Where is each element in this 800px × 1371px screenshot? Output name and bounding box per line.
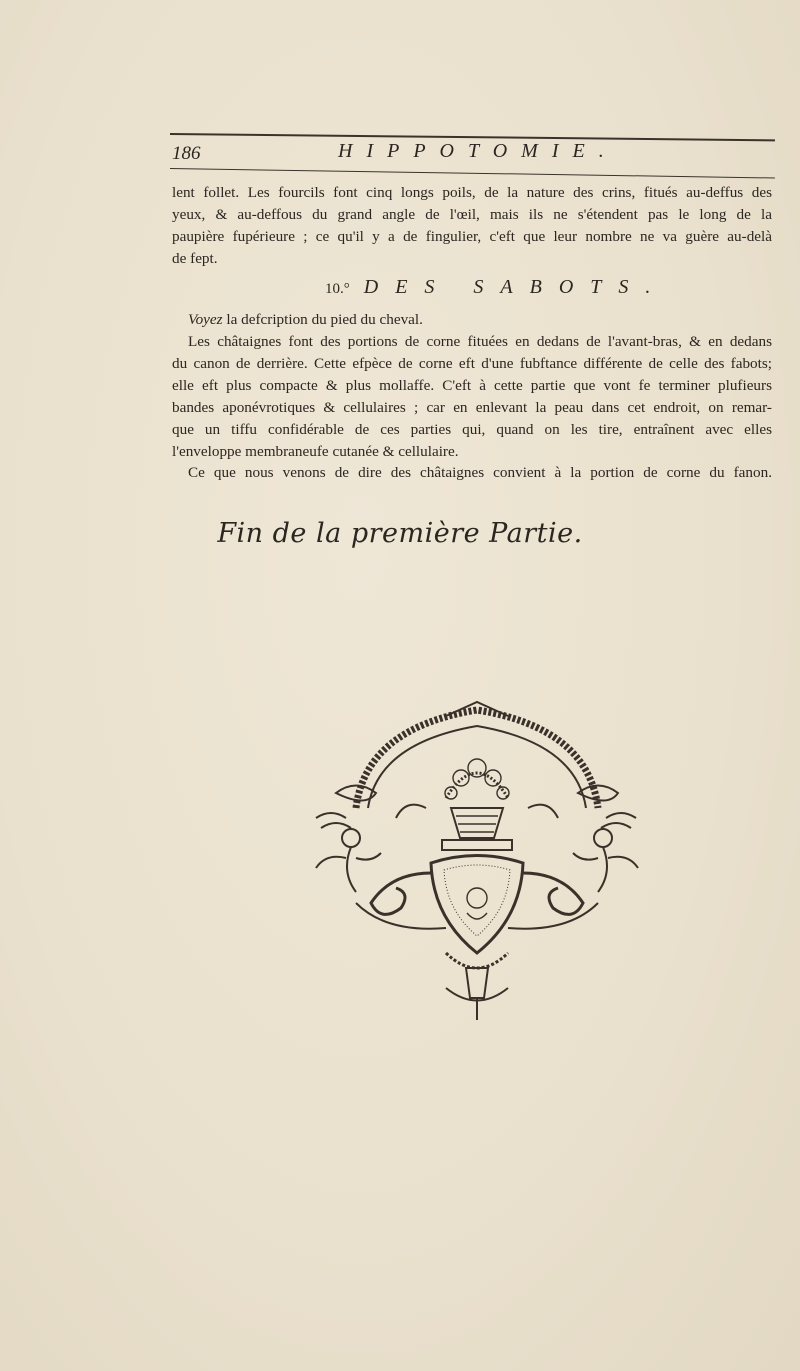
text-line: elle eft plus compacte & plus mollaffe. C'eft à cette partie que vont fe terminer plufieurs <box>172 377 772 394</box>
paragraph-fanon <box>172 462 772 484</box>
text-line: yeux, & au-deffous du grand angle de l'œil, mais ils ne s'étendent pas le long de la <box>172 206 772 223</box>
voyez-word: Voyez <box>188 311 223 328</box>
text-line: Les châtaignes font des portions de corne fituées en dedans de l'avant-bras, & en dedans <box>188 333 772 350</box>
section-number: 10.° <box>325 281 350 297</box>
text-line: Ce que nous venons de dire des châtaignes convient à la portion de corne du fanon. <box>188 464 772 481</box>
closing-title: Fin de la première Partie. <box>217 518 583 549</box>
text-line: lent follet. Les fourcils font cinq longs poils, de la nature des crins, fitués au-deffus des <box>172 184 772 201</box>
text-line: paupière fupérieure ; ce qu'il y a de fingulier, c'eft que leur nombre ne va guère au-delà <box>172 228 772 245</box>
voyez-rest: la defcription du pied du cheval. <box>222 311 423 328</box>
paragraph-fourcils <box>172 182 772 270</box>
text-line: l'enveloppe membraneufe cutanée & cellulaire. <box>172 443 459 460</box>
text-line: de fept. <box>172 250 218 267</box>
running-head: HIPPOTOMIE. <box>338 140 618 162</box>
paragraph-voyez <box>172 309 772 331</box>
ornamental-vignette-icon <box>296 698 658 1028</box>
text-line: bandes aponévrotiques & cellulaires ; car en enlevant la peau dans cet endroit, on remar- <box>172 399 772 416</box>
section-heading <box>325 276 667 299</box>
text-line: que un tiffu confidérable de ces parties qui, quand on les tire, entraînent avec elles <box>172 421 772 438</box>
section-title: DES SABOTS. <box>363 276 668 298</box>
text-line: du canon de derrière. Cette efpèce de corne eft d'une fubftance différente de celle des fabots; <box>172 355 772 372</box>
header-rule-bottom <box>170 168 775 179</box>
page-number: 186 <box>172 143 201 164</box>
paragraph-chataignes <box>172 331 772 463</box>
text-line <box>172 309 772 331</box>
